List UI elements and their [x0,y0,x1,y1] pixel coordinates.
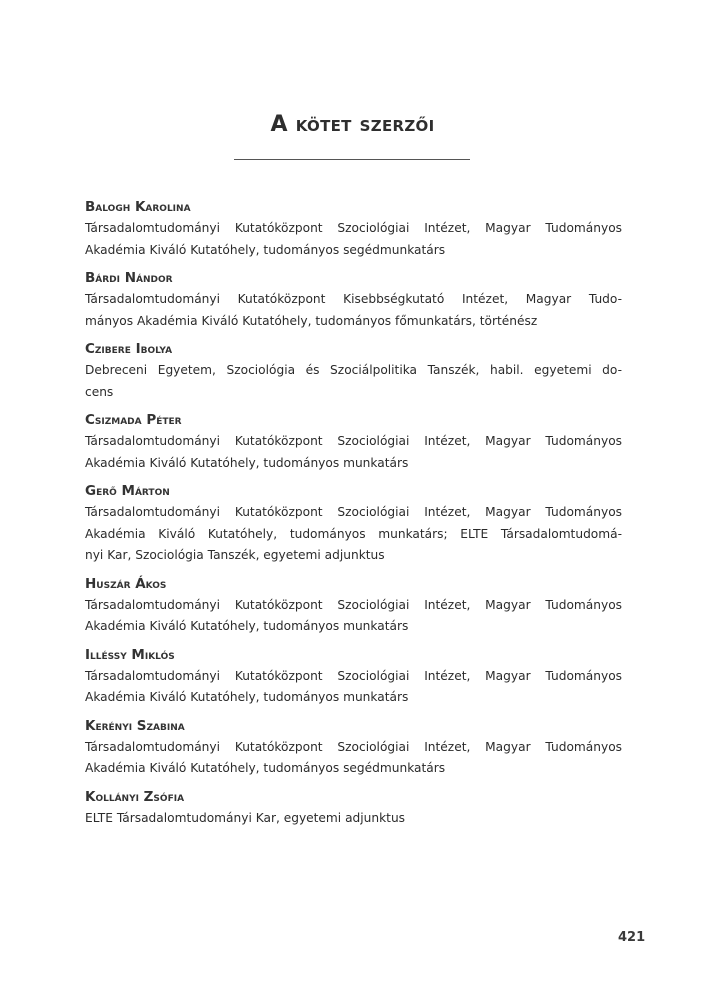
author-affiliation [85,666,622,709]
author-affiliation [85,218,622,261]
affiliation-line: Társadalomtudományi Kutatóközpont Szociológiai Intézet, Magyar Tudományos [85,739,622,754]
author-name: Czibere Ibolya [85,341,173,357]
page-title: A kötet szerzői [270,112,435,137]
author-entry [85,573,622,638]
author-affiliation [85,737,622,780]
affiliation-line: Akadémia Kiváló Kutatóhely, tudományos segédmunkatárs [85,761,446,775]
affiliation-line: Akadémia Kiváló Kutatóhely, tudományos munkatárs [85,690,409,704]
affiliation-line: cens [85,384,114,399]
author-affiliation [85,431,622,474]
author-list [85,196,622,835]
title-underline [234,159,470,160]
affiliation-line: Akadémia Kiváló Kutatóhely, tudományos munkatárs; ELTE Társadalomtudomá- [85,526,622,541]
affiliation-line: ELTE Társadalomtudományi Kar, egyetemi adjunktus [85,810,406,825]
affiliation-line: mányos Akadémia Kiváló Kutatóhely, tudományos főmunkatárs, történész [85,313,538,328]
author-name: Kerényi Szabina [85,717,185,734]
page-number: 421 [618,930,646,945]
author-name: Kollányi Zsófia [85,788,185,805]
affiliation-line: Társadalomtudományi Kutatóközpont Szociológiai Intézet, Magyar Tudományos [85,434,622,448]
author-entry [85,338,622,403]
author-name: Gerő Márton [85,483,170,499]
affiliation-line: Társadalomtudományi Kutatóközpont Szociológiai Intézet, Magyar Tudományos [85,221,622,235]
author-entry [85,267,622,332]
affiliation-line: Debreceni Egyetem, Szociológia és Szociálpolitika Tanszék, habil. egyetemi do- [85,363,622,377]
author-name: Illéssy Miklós [85,646,175,663]
affiliation-line: Társadalomtudományi Kutatóközpont Kisebbségkutató Intézet, Magyar Tudo- [85,292,622,306]
affiliation-line: Akadémia Kiváló Kutatóhely, tudományos munkatárs [85,455,409,470]
author-affiliation [85,502,622,567]
author-name: Balogh Karolina [85,199,191,215]
author-entry [85,715,622,780]
author-entry [85,644,622,709]
author-entry [85,196,622,261]
affiliation-line: Akadémia Kiváló Kutatóhely, tudományos munkatárs [85,619,409,633]
author-affiliation [85,808,622,830]
affiliation-line: Akadémia Kiváló Kutatóhely, tudományos segédmunkatárs [85,242,446,257]
affiliation-line: Társadalomtudományi Kutatóközpont Szociológiai Intézet, Magyar Tudományos [85,505,622,519]
affiliation-line: Társadalomtudományi Kutatóközpont Szociológiai Intézet, Magyar Tudományos [85,668,622,683]
author-name: Bárdi Nándor [85,270,173,286]
affiliation-line: Társadalomtudományi Kutatóközpont Szociológiai Intézet, Magyar Tudományos [85,597,622,612]
author-name: Csizmada Péter [85,412,182,428]
author-affiliation [85,289,622,332]
author-entry [85,480,622,567]
affiliation-line: nyi Kar, Szociológia Tanszék, egyetemi adjunktus [85,548,385,562]
author-entry [85,409,622,474]
author-name: Huszár Ákos [85,575,167,592]
author-entry [85,786,622,830]
author-affiliation [85,595,622,638]
author-affiliation [85,360,622,403]
